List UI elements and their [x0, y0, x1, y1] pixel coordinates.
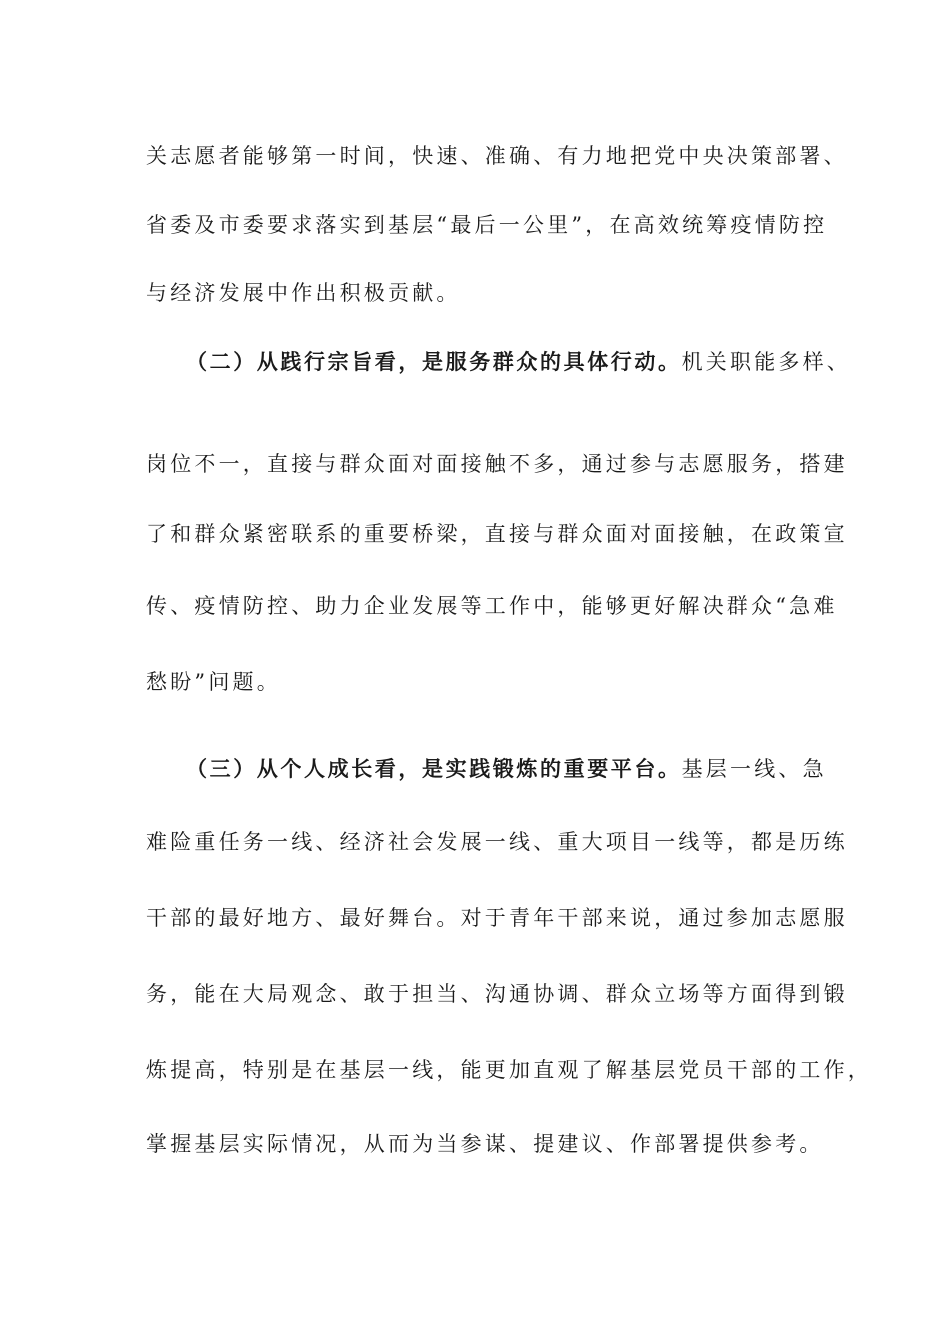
- paragraph-2-line-3: 了和群众紧密联系的重要桥梁，直接与群众面对面接触，在政策宣: [146, 522, 848, 546]
- paragraph-2-first-line-text: 机关职能多样、: [681, 350, 852, 374]
- paragraph-3-line-2: 难险重任务一线、经济社会发展一线、重大项目一线等，都是历练: [146, 830, 848, 854]
- paragraph-3-first-line: [186, 749, 856, 789]
- paragraph-2-line-4: 传、疫情防控、助力企业发展等工作中，能够更好解决群众“急难: [146, 594, 838, 618]
- paragraph-3-heading: （三）从个人成长看，是实践锻炼的重要平台。: [186, 757, 682, 781]
- paragraph-2-heading: （二）从践行宗旨看，是服务群众的具体行动。: [186, 350, 682, 374]
- paragraph-3-line-6: 掌握基层实际情况，从而为当参谋、提建议、作部署提供参考。: [146, 1132, 824, 1156]
- paragraph-2-first-line: [186, 342, 856, 382]
- paragraph-3-line-4: 务，能在大局观念、敢于担当、沟通协调、群众立场等方面得到锻: [146, 982, 848, 1006]
- paragraph-1-line-1: 关志愿者能够第一时间，快速、准确、有力地把党中央决策部署、: [146, 144, 848, 168]
- paragraph-3-line-3: 干部的最好地方、最好舞台。对于青年干部来说，通过参加志愿服: [146, 906, 848, 930]
- paragraph-2-line-2: 岗位不一，直接与群众面对面接触不多，通过参与志愿服务，搭建: [146, 452, 848, 476]
- paragraph-1-line-3: 与经济发展中作出积极贡献。: [146, 281, 461, 305]
- paragraph-1-line-2: 省委及市委要求落实到基层“最后一公里”，在高效统筹疫情防控: [146, 213, 828, 237]
- paragraph-2-line-5: 愁盼”问题。: [146, 670, 281, 694]
- paragraph-3-first-line-text: 基层一线、急: [681, 757, 827, 781]
- paragraph-3-line-5: 炼提高，特别是在基层一线，能更加直观了解基层党员干部的工作，: [146, 1058, 872, 1082]
